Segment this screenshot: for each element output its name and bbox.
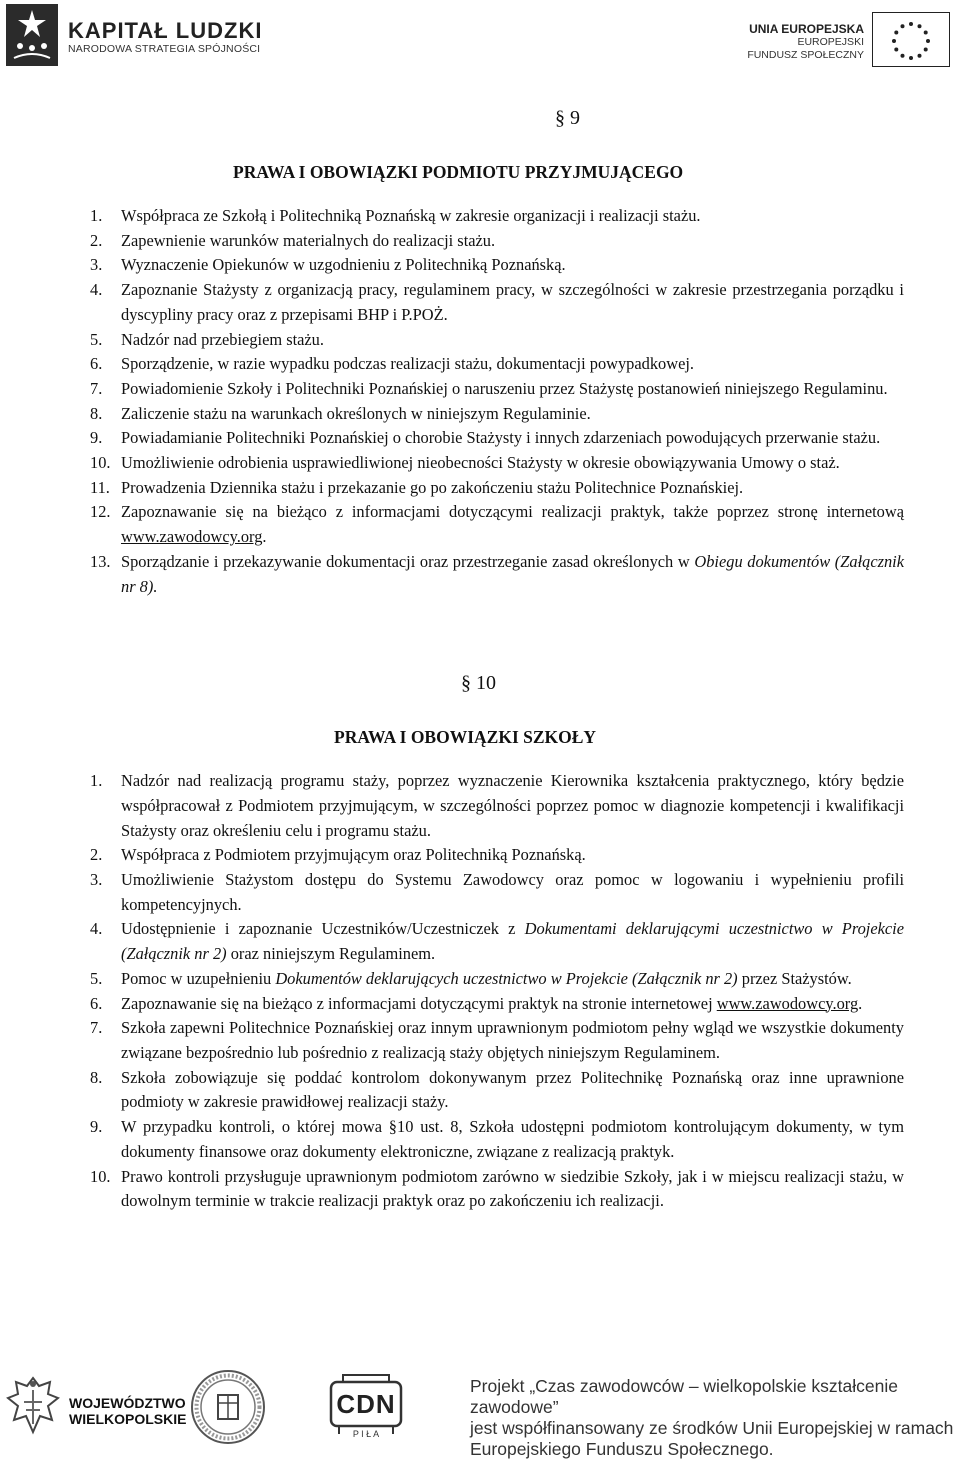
eu-text: [736, 22, 864, 62]
item-text: Powiadamianie Politechniki Poznańskiej o chorobie Stażysty i innych zdarzeniach powodujących przerwanie stażu.: [121, 428, 881, 448]
item-text: Zapewnienie warunków materialnych do realizacji stażu.: [121, 230, 496, 250]
list-item: [90, 1115, 904, 1164]
page-footer: [0, 1366, 960, 1459]
item-number: 6.: [90, 354, 103, 374]
item-text: W przypadku kontroli, o której mowa §10 ust. 8, Szkoła udostępni podmiotom kontrolującym dokumenty, w tym dokumenty finansowe oraz dokumenty elektroniczne, związane z realizacją praktyk.: [121, 1117, 904, 1161]
eagle-crest-icon: [4, 1372, 62, 1444]
item-text: Szkoła zapewni Politechnice Poznańskiej oraz innym uprawnionym podmiotom pełny wgląd we wszystkie dokumenty związane bezpośrednio lub pośrednio z realizacją staży objętych niniejszym Regulaminem.: [121, 1018, 904, 1062]
list-item: [90, 451, 904, 476]
item-italic-text: Dokumentów deklarujących uczestnictwo w Projekcie (Załącznik nr 2): [275, 968, 738, 988]
item-text: Nadzór nad realizacją programu staży, poprzez wyznaczenie Kierownika kształcenia praktycznego, który będzie współpracował z Podmiotem przyjmującym, w szczególności poprzez pomoc w diagnozie kompetencji i kwalifikacji Stażysty oraz określeniu celu i programu stażu.: [121, 771, 904, 840]
list-item: [90, 550, 904, 599]
list-item: [90, 476, 904, 501]
website-link[interactable]: www.zawodowcy.org: [121, 527, 263, 547]
item-number: 9.: [90, 1117, 103, 1137]
item-number: 11.: [90, 477, 110, 497]
item-number: 2.: [90, 845, 103, 865]
item-italic-text: Dokumentami deklarującymi uczestnictwo w Projekcie (Załącznik nr 2): [121, 919, 904, 964]
list-item: [90, 402, 904, 427]
item-text: Udostępnienie i zapoznanie Uczestników/Uczestniczek z: [121, 919, 525, 939]
cdn-label: CDN: [336, 1389, 396, 1419]
item-number: 6.: [90, 993, 103, 1013]
eu-flag-icon: [872, 12, 950, 67]
item-number: 1.: [90, 771, 103, 791]
eu-line2: EUROPEJSKI: [797, 36, 864, 48]
project-funding-note: [470, 1376, 958, 1460]
list-item: [90, 1016, 904, 1065]
list-item: [90, 377, 904, 402]
item-number: 2.: [90, 230, 103, 250]
item-number: 7.: [90, 1018, 103, 1038]
item-text: Nadzór nad przebiegiem stażu.: [121, 329, 324, 349]
item-text-end: przez Stażystów.: [737, 968, 852, 988]
section-10-list: [90, 769, 904, 1214]
kapital-ludzki-logo-icon: [6, 4, 58, 66]
list-item: [90, 426, 904, 451]
item-number: 1.: [90, 206, 103, 225]
section-9-list: [90, 204, 904, 599]
item-text: Zapoznanie Stażysty z organizacją pracy, regulaminem pracy, w szczególności w zakresie przestrzegania porządku i dyscypliny pracy oraz z przepisami BHP i P.POŻ.: [121, 280, 904, 324]
list-item: [90, 500, 904, 549]
item-number: 4.: [90, 919, 103, 939]
item-text: Zapoznawanie się na bieżąco z informacjami dotyczącymi praktyk na stronie internetowej: [121, 993, 717, 1013]
item-text-end: .: [858, 993, 863, 1013]
list-item: [90, 1165, 904, 1214]
item-number: 5.: [90, 329, 103, 349]
project-line3: Europejskiego Funduszu Społecznego.: [470, 1439, 774, 1459]
item-text-end: oraz niniejszym Regulaminem.: [226, 944, 436, 964]
list-item: [90, 917, 904, 966]
document-body: [90, 96, 904, 1214]
item-text: Wyznaczenie Opiekunów w uzgodnieniu z Politechniką Poznańską.: [121, 255, 566, 275]
item-number: 10.: [90, 1166, 111, 1186]
item-number: 3.: [90, 870, 103, 890]
item-number: 7.: [90, 378, 103, 398]
section-10-title: PRAWA I OBOWIĄZKI SZKOŁY: [334, 727, 597, 748]
eu-title: UNIA EUROPEJSKA: [749, 22, 864, 36]
item-number: 8.: [90, 403, 103, 423]
kapital-ludzki-title: KAPITAŁ LUDZKI: [68, 18, 263, 43]
item-number: 13.: [90, 551, 111, 571]
item-text: Zapoznawanie się na bieżąco z informacjami dotyczącymi realizacji praktyk, także poprzez stronę internetową: [121, 502, 904, 522]
item-text: Prawo kontroli przysługuje uprawnionym podmiotom zarówno w siedzibie Szkoły, jak i w miejscu realizacji stażu, w dowolnym terminie w trakcie realizacji praktyk oraz po zakończeniu ich realizacji.: [121, 1166, 904, 1211]
cdn-sublabel: P I Ł A: [352, 1429, 380, 1439]
website-link[interactable]: www.zawodowcy.org: [716, 993, 859, 1013]
section-9-title: PRAWA I OBOWIĄZKI PODMIOTU PRZYJMUJĄCEGO: [233, 162, 684, 182]
item-text: Sporządzenie, w razie wypadku podczas realizacji stażu, dokumentacji powypadkowej.: [121, 354, 694, 374]
region-line1: WOJEWÓDZTWO: [69, 1395, 186, 1411]
list-item: [90, 229, 904, 254]
item-number: 9.: [90, 428, 103, 448]
university-seal-icon: [190, 1369, 266, 1445]
item-number: 3.: [90, 255, 103, 275]
item-number: 10.: [90, 453, 111, 473]
item-text: Sporządzanie i przekazywanie dokumentacji oraz przestrzeganie zasad określonych w: [121, 551, 695, 571]
section-9-number: § 9: [555, 107, 580, 129]
item-text: Współpraca z Podmiotem przyjmującym oraz Politechniką Poznańską.: [121, 845, 586, 865]
cdn-logo: [329, 1372, 403, 1444]
list-item: [90, 278, 904, 327]
region-line2: WIELKOPOLSKIE: [69, 1411, 187, 1427]
list-item: [90, 992, 904, 1017]
list-item: [90, 204, 904, 229]
list-item: [90, 868, 904, 917]
section-10-number: § 10: [461, 672, 496, 695]
page-header: [0, 0, 960, 80]
list-item: [90, 843, 904, 868]
item-text: Współpraca ze Szkołą i Politechniką Poznańską w zakresie organizacji i realizacji stażu.: [121, 206, 701, 225]
item-text: Umożliwienie Stażystom dostępu do Systemu Zawodowcy oraz pomoc w logowaniu i wypełnieniu profili kompetencyjnych.: [121, 870, 904, 914]
item-text-end: .: [262, 527, 267, 547]
region-name: [69, 1395, 186, 1427]
item-number: 8.: [90, 1067, 103, 1087]
kapital-ludzki-text: [68, 19, 262, 56]
list-item: [90, 328, 904, 353]
item-number: 4.: [90, 280, 103, 300]
list-item: [90, 352, 904, 377]
item-number: 12.: [90, 502, 111, 522]
kapital-ludzki-subtitle: NARODOWA STRATEGIA SPÓJNOŚCI: [68, 43, 261, 55]
item-text: Pomoc w uzupełnieniu: [121, 968, 276, 988]
project-line2: jest współfinansowany ze środków Unii Europejskiej w ramach: [470, 1418, 954, 1438]
list-item: [90, 769, 904, 843]
item-italic-text: Obiegu dokumentów (Załącznik nr 8).: [121, 551, 904, 596]
item-text: Prowadzenia Dziennika stażu i przekazanie go po zakończeniu stażu Politechnice Poznańskiej.: [121, 477, 744, 497]
item-text: Zaliczenie stażu na warunkach określonych w niniejszym Regulaminie.: [121, 403, 591, 423]
project-line1: Projekt „Czas zawodowców – wielkopolskie kształcenie zawodowe”: [470, 1376, 898, 1417]
eu-line3: FUNDUSZ SPOŁECZNY: [747, 49, 864, 61]
item-text: Powiadomienie Szkoły i Politechniki Poznańskiej o naruszeniu przez Stażystę postanowień niniejszego Regulaminu.: [121, 378, 888, 398]
list-item: [90, 967, 904, 992]
list-item: [90, 1066, 904, 1115]
item-text: Umożliwienie odrobienia usprawiedliwionej nieobecności Stażysty w okresie obowiązywania Umowy o staż.: [121, 453, 840, 473]
item-text: Szkoła zobowiązuje się poddać kontrolom dokonywanym przez Politechnikę Poznańską oraz inne uprawnione podmioty w zakresie prawidłowej realizacji staży.: [121, 1067, 904, 1112]
list-item: [90, 253, 904, 278]
item-number: 5.: [90, 968, 103, 988]
